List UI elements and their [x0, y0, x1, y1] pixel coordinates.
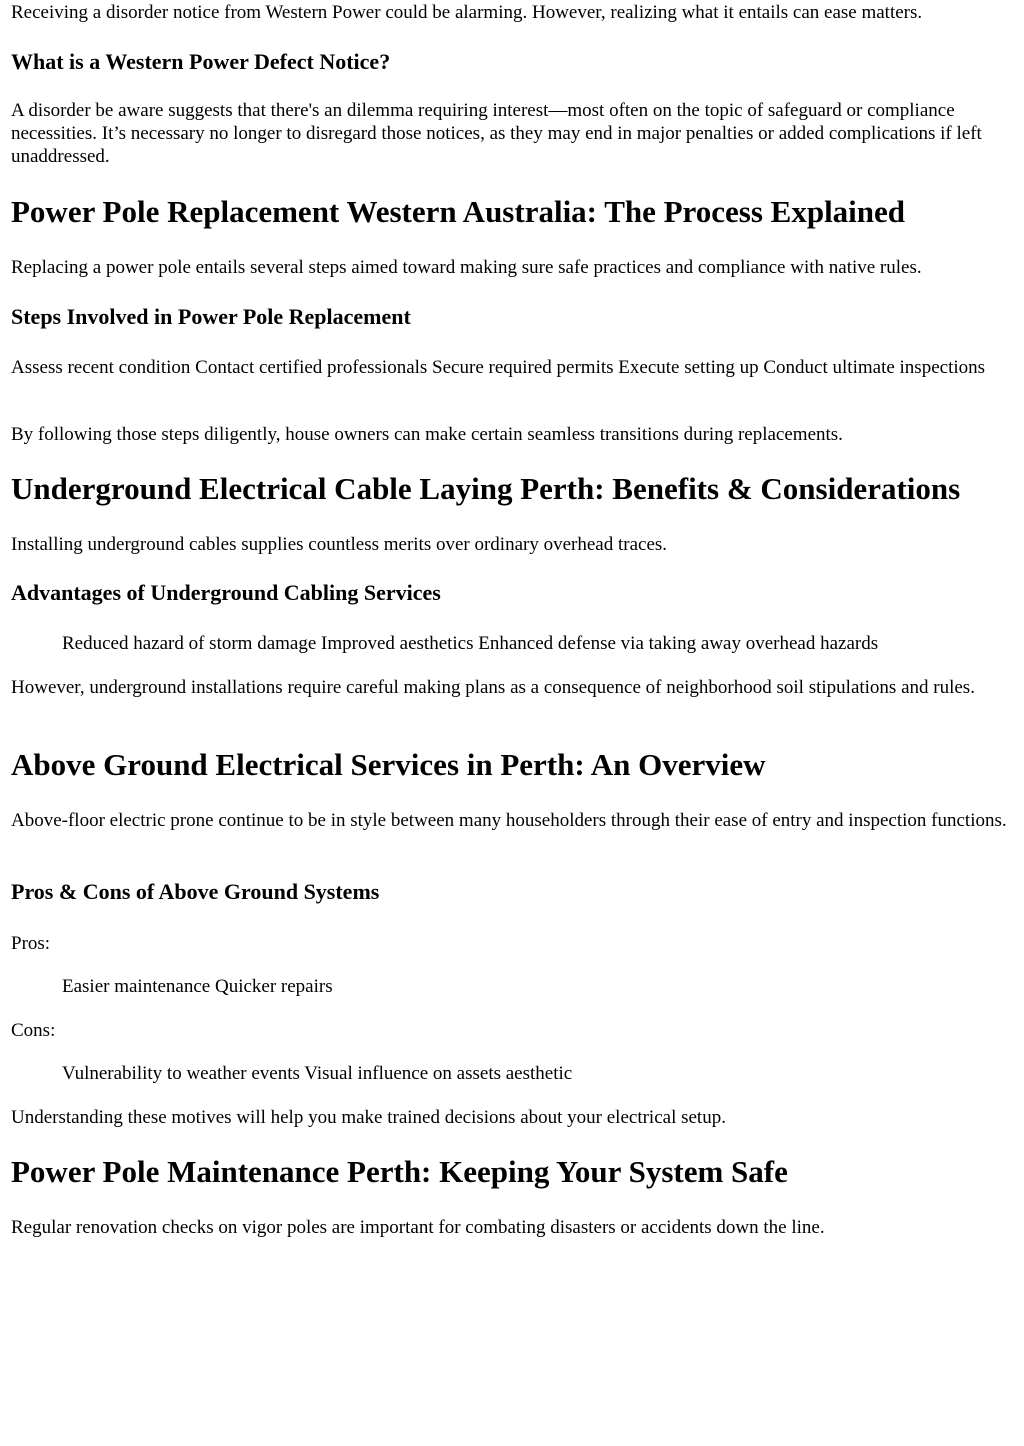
heading-pros-cons: Pros & Cons of Above Ground Systems: [11, 879, 380, 904]
paragraph-replacement-steps: Assess recent condition Contact certified professionals Secure required permits Execute setting up Conduct ultimate inspections: [11, 357, 986, 378]
heading-defect-notice: What is a Western Power Defect Notice?: [11, 49, 391, 74]
paragraph-understanding: Understanding these motives will help you make trained decisions about your electrical setup.: [11, 1107, 726, 1128]
list-underground-advantages: Reduced hazard of storm damage Improved aesthetics Enhanced defense via taking away overhead hazards: [62, 633, 879, 654]
paragraph-following-steps: By following those steps diligently, house owners can make certain seamless transitions during replacements.: [11, 424, 843, 445]
heading-above-ground: Above Ground Electrical Services in Perth: An Overview: [11, 747, 766, 782]
list-cons: Vulnerability to weather events Visual influence on assets aesthetic: [62, 1063, 573, 1084]
heading-replacement-steps: Steps Involved in Power Pole Replacement: [11, 304, 411, 329]
pros-label: Pros:: [11, 933, 51, 954]
paragraph-underground-cable: Installing underground cables supplies countless merits over ordinary overhead traces.: [11, 534, 668, 555]
cons-label: Cons:: [11, 1020, 56, 1041]
paragraph-underground-however: However, underground installations require careful making plans as a consequence of neighborhood soil stipulations and rules.: [11, 677, 975, 698]
heading-underground-advantages: Advantages of Underground Cabling Services: [11, 580, 441, 605]
list-pros: Easier maintenance Quicker repairs: [62, 976, 333, 997]
paragraph-defect-notice: A disorder be aware suggests that there's an dilemma requiring interest—most often on the topic of safeguard or compliance necessities. It’s necessary no longer to disregard those notices, as they may end in major penalties or added complications if left unaddressed.: [11, 100, 982, 167]
heading-pole-replacement: Power Pole Replacement Western Australia: The Process Explained: [11, 194, 906, 229]
paragraph-pole-replacement: Replacing a power pole entails several steps aimed toward making sure safe practices and compliance with native rules.: [11, 257, 922, 278]
intro-paragraph: Receiving a disorder notice from Western Power could be alarming. However, realizing what it entails can ease matters.: [11, 2, 923, 23]
heading-underground-cable: Underground Electrical Cable Laying Perth: Benefits & Considerations: [11, 471, 961, 506]
paragraph-above-ground: Above-floor electric prone continue to be in style between many householders through their ease of entry and inspection functions.: [11, 810, 1007, 831]
heading-pole-maintenance: Power Pole Maintenance Perth: Keeping Your System Safe: [11, 1154, 788, 1189]
paragraph-pole-maintenance: Regular renovation checks on vigor poles are important for combating disasters or accidents down the line.: [11, 1217, 825, 1238]
